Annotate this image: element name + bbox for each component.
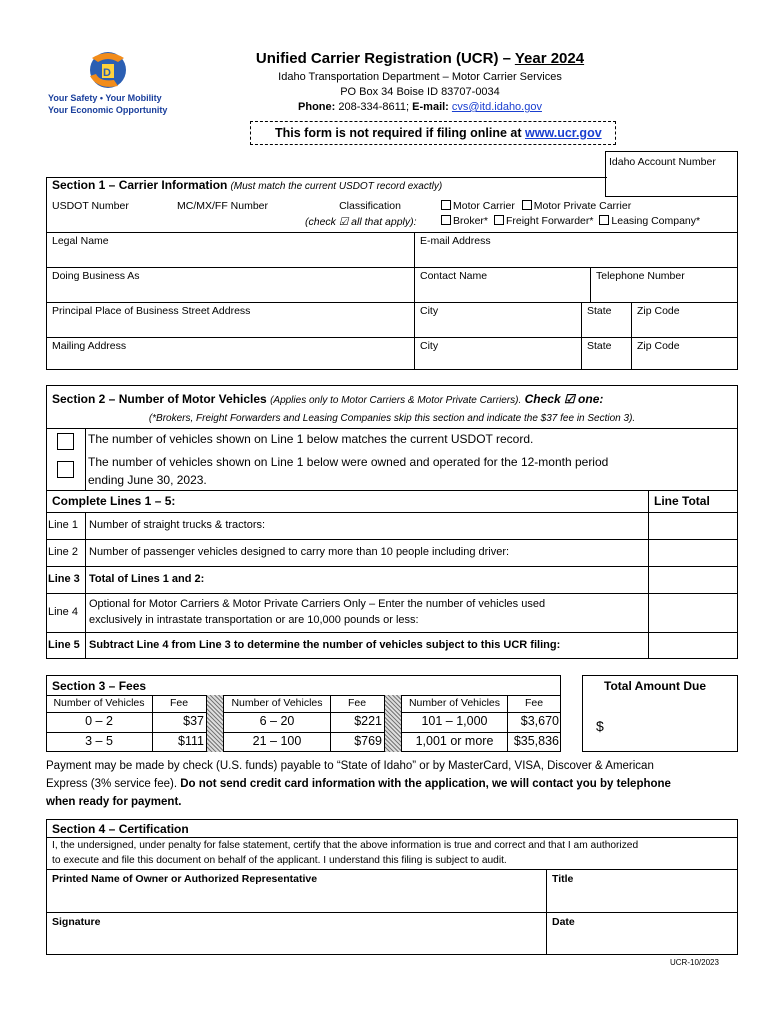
department: Idaho Transportation Department – Motor Carrier Services (278, 71, 562, 83)
idaho-account-label: Idaho Account Number (609, 156, 716, 168)
section-1-subtitle: (Must match the current USDOT record exactly) (230, 181, 443, 192)
fee-col-vehicles-3: Number of Vehicles (408, 697, 501, 709)
fee-tier-range: 21 – 100 (252, 734, 302, 748)
contact-line: Phone: 208-334-8611; E-mail: cvs@itd.idaho.gov (298, 101, 542, 113)
fee-tier-amount: $111 (178, 734, 204, 748)
section-1-title: Section 1 – Carrier Information (52, 178, 228, 192)
fee-tier-range: 3 – 5 (85, 734, 113, 748)
fee-tier-amount: $769 (354, 734, 382, 748)
usdot-number-field[interactable]: USDOT Number (52, 200, 129, 212)
line-1-text: Number of straight trucks & tractors: (89, 519, 266, 531)
line-1-label: Line 1 (48, 519, 78, 531)
state-field-1[interactable]: State (587, 305, 612, 317)
fee-col-fee-3: Fee (524, 697, 544, 709)
date-field[interactable]: Date (552, 916, 575, 928)
line-5-text: Subtract Line 4 from Line 3 to determine the number of vehicles subject to this UCR filing: (89, 639, 561, 651)
title-field[interactable]: Title (552, 873, 574, 885)
section-3-title: Section 3 – Fees (52, 679, 147, 693)
online-notice: This form is not required if filing online at www.ucr.gov (250, 121, 616, 145)
dollar-sign: $ (596, 718, 604, 734)
line-2-total-field[interactable] (649, 540, 737, 566)
printed-name-field[interactable]: Printed Name of Owner or Authorized Representative (52, 873, 318, 885)
checkbox-icon (599, 215, 609, 225)
fee-col-fee-2: Fee (347, 697, 367, 709)
legal-name-field[interactable]: Legal Name (52, 235, 109, 247)
complete-lines-label: Complete Lines 1 – 5: (52, 494, 176, 508)
fee-tier-amount: $221 (354, 714, 382, 728)
city-field-2[interactable]: City (420, 340, 439, 352)
option-2-text-b: ending June 30, 2023. (88, 473, 207, 487)
department-address: PO Box 34 Boise ID 83707-0034 (340, 86, 500, 98)
checkbox-icon (494, 215, 504, 225)
classification-check-note: (check ☑ all that apply): (305, 216, 417, 228)
zip-field-1[interactable]: Zip Code (637, 305, 680, 317)
checkbox-icon (441, 200, 451, 210)
fee-tier-amount: $37 (183, 714, 204, 728)
state-field-2[interactable]: State (587, 340, 612, 352)
line-4-label: Line 4 (48, 606, 78, 618)
payment-line-3: when ready for payment. (46, 796, 182, 808)
logo-tagline-1: Your Safety • Your Mobility (48, 93, 162, 103)
section-4-title: Section 4 – Certification (52, 822, 189, 836)
line-5-label: Line 5 (48, 639, 80, 651)
broker-checkbox[interactable]: Broker* (441, 215, 488, 227)
section-2-title: Section 2 – Number of Motor Vehicles (Applies only to Motor Carriers & Motor Private Carriers). Check ☑ one: (52, 392, 604, 406)
option-1-text: The number of vehicles shown on Line 1 below matches the current USDOT record. (88, 432, 534, 446)
fee-tier-amount: $3,670 (520, 714, 559, 728)
signature-field[interactable]: Signature (52, 916, 101, 928)
svg-text:D: D (103, 67, 111, 79)
telephone-field[interactable]: Telephone Number (596, 270, 685, 282)
fee-table-separator (206, 695, 224, 752)
line-2-text: Number of passenger vehicles designed to carry more than 10 people including driver: (89, 546, 510, 558)
form-year: Year 2024 (514, 50, 585, 67)
freight-forwarder-checkbox[interactable]: Freight Forwarder* (494, 215, 594, 227)
principal-address-field[interactable]: Principal Place of Business Street Address (52, 305, 251, 317)
fee-tier-range: 1,001 or more (415, 734, 494, 748)
option-2-text-a: The number of vehicles shown on Line 1 below were owned and operated for the 12-month period (88, 455, 609, 469)
line-3-text: Total of Lines 1 and 2: (89, 573, 205, 585)
line-5-total-field[interactable] (649, 633, 737, 659)
form-title: Unified Carrier Registration (UCR) – Year 2024 (255, 50, 585, 67)
email-address-field[interactable]: E-mail Address (420, 235, 491, 247)
classification-row-2 (441, 215, 700, 227)
fee-col-vehicles-2: Number of Vehicles (231, 697, 323, 709)
leasing-company-checkbox[interactable]: Leasing Company* (599, 215, 700, 227)
fee-tier-range: 6 – 20 (259, 714, 295, 728)
line-4-total-field[interactable] (649, 594, 737, 632)
dba-field[interactable]: Doing Business As (52, 270, 140, 282)
vehicles-match-checkbox[interactable] (57, 433, 74, 450)
mc-number-field[interactable]: MC/MX/FF Number (177, 200, 269, 212)
section-2-note: (*Brokers, Freight Forwarders and Leasing Companies skip this section and indicate the $37 fee in Section 3). (148, 413, 636, 424)
email-link[interactable]: cvs@itd.idaho.gov (451, 101, 542, 113)
certification-text-1: I, the undersigned, under penalty for false statement, certify that the above information is true and correct and that I am authorized (52, 840, 639, 851)
section-1-title-box (46, 177, 607, 197)
line-4-text-b: exclusively in intrastate transportation or are 10,000 pounds or less: (89, 614, 419, 626)
fee-table-separator (384, 695, 402, 752)
city-field-1[interactable]: City (420, 305, 439, 317)
fee-tier-range: 101 – 1,000 (421, 714, 488, 728)
payment-line-1: Payment may be made by check (U.S. funds) payable to “State of Idaho” or by MasterCard, VISA, Discover & American (46, 760, 654, 772)
ucr-link[interactable]: www.ucr.gov (525, 126, 602, 140)
classification-row-1 (441, 200, 631, 212)
line-4-text-a: Optional for Motor Carriers & Motor Private Carriers Only – Enter the number of vehicles used (89, 598, 546, 610)
classification-label: Classification (339, 200, 401, 212)
motor-carrier-checkbox[interactable]: Motor Carrier (441, 200, 515, 212)
contact-name-field[interactable]: Contact Name (420, 270, 488, 282)
fee-tier-range: 0 – 2 (85, 714, 113, 728)
total-amount-due-label: Total Amount Due (604, 679, 706, 693)
line-total-header: Line Total (654, 494, 710, 508)
itd-logo (78, 46, 138, 94)
checkbox-icon (441, 215, 451, 225)
payment-line-2: Express (3% service fee). Do not send credit card information with the application, we will contact you by telephone (46, 778, 671, 790)
certification-text-2: to execute and file this document on behalf of the applicant. I understand this filing is subject to audit. (52, 855, 507, 866)
logo-tagline-2: Your Economic Opportunity (48, 105, 168, 115)
vehicles-owned-checkbox[interactable] (57, 461, 74, 478)
zip-field-2[interactable]: Zip Code (637, 340, 680, 352)
line-1-total-field[interactable] (649, 513, 737, 539)
line-3-label: Line 3 (48, 573, 80, 585)
checkbox-icon (522, 200, 532, 210)
motor-private-carrier-checkbox[interactable]: Motor Private Carrier (522, 200, 631, 212)
fee-col-fee-1: Fee (169, 697, 189, 709)
fee-col-vehicles-1: Number of Vehicles (53, 697, 145, 709)
line-2-label: Line 2 (48, 546, 78, 558)
mailing-address-field[interactable]: Mailing Address (52, 340, 127, 352)
form-id: UCR-10/2023 (670, 958, 719, 967)
fee-tier-amount: $35,836 (513, 734, 559, 748)
line-3-total-field[interactable] (649, 567, 737, 593)
